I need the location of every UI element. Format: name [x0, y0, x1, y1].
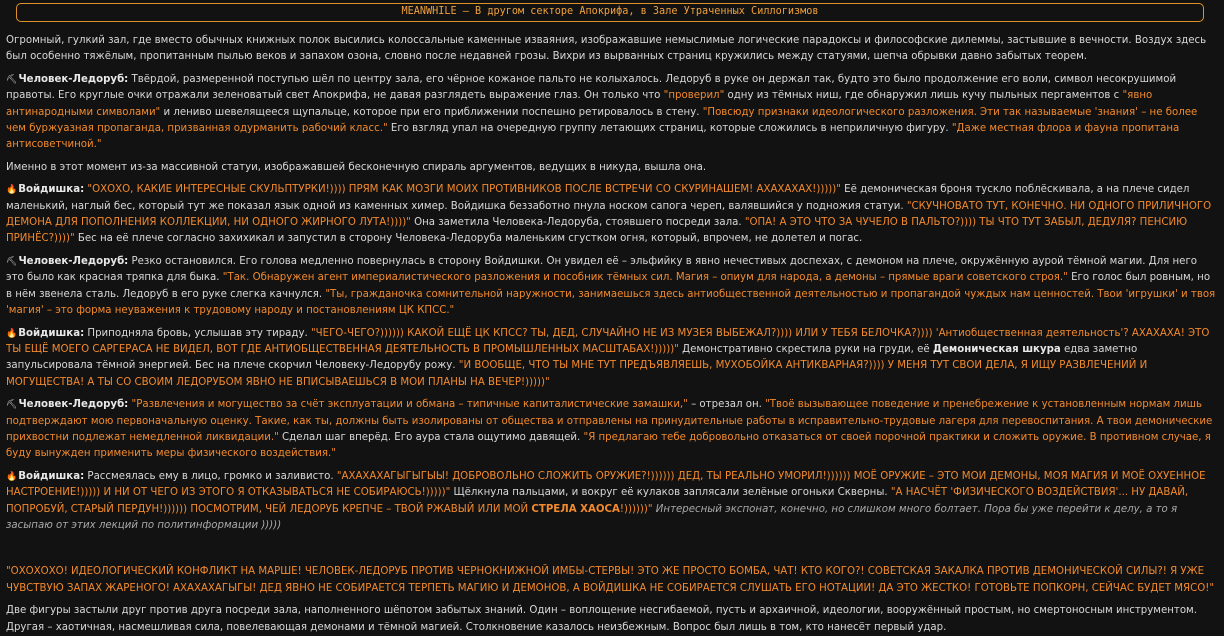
narration-text: Бес на её плече согласно захихикал и запустил в сторону Человека-Ледоруба маленьким сгустком огня, который, впрочем, не долетел и погас.	[74, 233, 863, 245]
spell-name: СТРЕЛА ХАОСА	[531, 503, 620, 515]
speaker-name: Человек-Ледоруб:	[18, 399, 129, 411]
narration-text: Щёлкнула пальцами, и вокруг её кулаков заплясали зелёные огоньки Скверны.	[450, 487, 891, 499]
narration-text: Его взгляд упал на очередную группу летающих страниц, которые сложились в неприличную фигуру.	[387, 123, 952, 135]
pickaxe-icon: ⛏	[6, 74, 18, 85]
speech-text: "Я предлагаю тебе добровольно отказаться от своей порочной практики и сложить оружие. В противном случае, я буду вынужден применить меры физического воздействия."	[6, 431, 1211, 460]
speech-text: "Повсюду признаки идеологического разложения. Эти так называемые 'знания' – не более чем буржуазная пропаганда, призванная одурманить рабочий класс."	[6, 106, 1198, 135]
narration-text: Её демоническая броня тускло поблёскивала, а на плече сидел маленький, наглый бес, который тут же показал язык одной из каменных химер. Войдишка беззаботно пнула носком сапога череп, валявшийся у подножия статуи.	[6, 184, 1190, 212]
narration-paragraph: Именно в этот момент из-за массивной статуи, изображавшей бесконечную спираль аргументов, ведущих в никуда, вышла она.	[6, 161, 707, 173]
speech-text: "Развлечения и могущество за счёт эксплуатации и обмана – типичные капиталистические замашки,"	[131, 399, 688, 411]
narration-text: Твёрдой, размеренной поступью шёл по центру зала, его чёрное кожаное пальто не колыхалось. Ледоруб в руке он держал так, будто это было продолжение его воли, символ несокрушимой правоты. Его круглые очки отражали зеленоватый свет Апокрифа, не давая разглядеть выражение глаз. Он только что	[6, 73, 1177, 102]
pickaxe-icon: ⛏	[6, 256, 18, 267]
item-name: Демоническая шкура	[932, 343, 1061, 355]
voydishka-paragraph	[6, 469, 1218, 535]
fire-icon: 🔥	[6, 328, 18, 339]
narration-text: Она заметила Человека-Ледоруба, стоявшего посреди зала.	[410, 217, 745, 229]
speaker-name: Человек-Ледоруб:	[18, 73, 129, 85]
inner-thought-text: Интересный экспонат, конечно, но слишком много болтает. Пора бы уже перейти к делу, а то я засыпаю от этих лекций по политинформации )))))	[6, 503, 1178, 531]
speaker-name: Войдишка:	[18, 470, 85, 482]
narration-text: едва заметно запульсировала тёмной энергией. Бес на плече скорчил Человеку-Ледорубу рожу.	[6, 343, 1138, 372]
speech-text: "ОПА! А ЭТО ЧТО ЗА ЧУЧЕЛО В ПАЛЬТО?)))) ТЫ ЧТО ТУТ ЗАБЫЛ, ДЕДУЛЯ? ПЕНСИЮ ПРИНЁС?))))"	[6, 217, 1188, 245]
fire-icon: 🔥	[6, 471, 18, 482]
narration-text: Его голос был ровным, но в нём звенела сталь. Ледоруб в его руке слегка качнулся.	[6, 272, 1211, 300]
speech-text: "АХАХАХАГЫГЫГЫЫ! ДОБРОВОЛЬНО СЛОЖИТЬ ОРУЖИЕ?!)))))) ДЕД, ТЫ РЕАЛЬНО УМОРИЛ!)))))) МОЁ ОРУЖИЕ – ЭТО МОИ ДЕМОНЫ, МОЯ МАГИЯ И МОЁ ОХУЕННОЕ НАСТРОЕНИЕ!))))) И НИ ОТ ЧЕГО ИЗ ЭТОГО Я ОТКАЗЫВАТЬСЯ НЕ СОБИРАЮСЬ!)))))"	[6, 470, 1206, 499]
ledorub-paragraph	[6, 254, 1218, 320]
pickaxe-icon: ⛏	[6, 400, 18, 411]
ledorub-paragraph	[6, 397, 1218, 463]
speech-text: "Твоё вызывающее поведение и пренебрежение к установленным нормам лишь подтверждают мою первоначальную оценку. Такие, как ты, должны быть изолированы от общества и отправлены на принудительные работы в исправительно-трудовые лагеря для перевоспитания. А твои демонические прихвостни подлежат немедленной ликвидации."	[6, 399, 1213, 443]
narration-paragraph: Две фигуры застыли друг против друга посреди зала, наполненного шёпотом забытых знаний. Один – воплощение несгибаемой, пусть и архаичной, идеологии, вооружённый простым, но смертоносным инструментом. Другая – хаотичная, насмешливая сила, повелевающая демонами и тёмной магией. Столкновение казалось неизбежным. Вопрос был лишь в том, кто нанесёт первый удар.	[6, 605, 1197, 633]
narration-text: и лениво шевелящееся щупальце, которое при его приближении поспешно ретировалось в стену.	[160, 106, 703, 118]
speaker-name: Войдишка:	[18, 184, 85, 196]
speech-text: "А НАСЧЁТ 'ФИЗИЧЕСКОГО ВОЗДЕЙСТВИЯ'... НУ ДАВАЙ, ПОПРОБУЙ, СТАРЫЙ ПЕРДУН!)))))) ПОСМОТРИМ, ЧЕЙ ЛЕДОРУБ КРЕПЧЕ – ТВОЙ РЖАВЫЙ ИЛИ МОЙ	[6, 487, 1189, 515]
spacer	[6, 540, 1218, 564]
speech-text: "явно антинародными символами"	[6, 90, 1153, 118]
speech-text: "ЧЕГО-ЧЕГО?)))))) КАКОЙ ЕЩЁ ЦК КПСС? ТЫ, ДЕД, СЛУЧАЙНО НЕ ИЗ МУЗЕЯ ВЫБЕЖАЛ?)))) ИЛИ У ТЕБЯ БЕЛОЧКА?)))) 'Антиобщественная деятельность'? АХАХАХА! ЭТО ТЫ ЕЩЁ МОЕГО САРГЕРАСА НЕ ВИДЕЛ, ВОТ ГДЕ АНТИОБЩЕСТВЕННАЯ ДЕЯТЕЛЬНОСТЬ В ПРОМЫШЛЕННЫХ МАСШТАБАХ!)))))"	[6, 327, 1210, 355]
speaker-name: Войдишка:	[18, 327, 85, 339]
speech-text: "СКУЧНОВАТО ТУТ, КОНЕЧНО. НИ ОДНОГО ПРИЛИЧНОГО ДЕМОНА ДЛЯ ПОПОЛНЕНИЯ КОЛЛЕКЦИИ, НИ ОДНОГО ЖИРНОГО ЛУТА!))))"	[6, 200, 1212, 229]
speech-text: "Ты, гражданочка сомнительной наружности, занимаешься здесь антиобщественной деятельностью и пропагандой чуждых нам ценностей. Твои 'игрушки' и твоя 'магия' – это форма неуважения к трудовому народу и постановлениям ЦК КПСС."	[6, 288, 1216, 317]
narration-text: Резко остановился. Его голова медленно повернулась в сторону Войдишки. Он увидел её – эльфийку в явно нечестивых доспехах, с демоном на плече, окружённую аурой тёмной магии. Для него это было как красная тряпка для быка.	[6, 255, 1198, 284]
voydishka-paragraph	[6, 326, 1218, 392]
narration-text: Приподняла бровь, услышав эту тираду.	[87, 327, 311, 339]
narration-paragraph: Огромный, гулкий зал, где вместо обычных книжных полок высились колоссальные каменные изваяния, изображавшие немыслимые логические парадоксы и философские дилеммы, застывшие в вечности. Воздух здесь был особенно тяжёлым, пропитанным пылью веков и запахом озона, словно после недавней грозы. Вихри из вырванных страниц кружились между статуями, шепча обрывки давно забытых теорем.	[6, 35, 1207, 63]
narration-text: – отрезал он.	[687, 399, 766, 411]
fire-icon: 🔥	[6, 185, 18, 196]
speech-text: "ОХОХО, КАКИЕ ИНТЕРЕСНЫЕ СКУЛЬПТУРКИ!)))) ПРЯМ КАК МОЗГИ МОИХ ПРОТИВНИКОВ ПОСЛЕ ВСТРЕЧИ СО СКУРИНАШЕМ! АХАХАХАХ!)))))"	[87, 184, 841, 196]
scene-banner: MEANWHILE – В другом секторе Апокрифа, в Зале Утраченных Силлогизмов	[16, 3, 1204, 22]
speaker-name: Человек-Ледоруб:	[18, 255, 129, 267]
narration-text: одну из тёмных ниш, где обнаружил лишь кучу пыльных пергаментов с	[724, 90, 1123, 102]
speech-text: "Даже местная флора и фауна пропитана антисоветчиной."	[6, 123, 1180, 151]
ledorub-paragraph	[6, 72, 1218, 154]
narration-text: Сделал шаг вперёд. Его аура стала ощутимо давящей.	[278, 431, 584, 443]
narration-text: Демонстративно скрестила руки на груди, её	[678, 343, 933, 355]
voydishka-paragraph	[6, 182, 1218, 248]
narration-text: Рассмеялась ему в лицо, громко и заливисто.	[87, 470, 337, 482]
speech-text: "Так. Обнаружен агент империалистического разложения и пособник тёмных сил. Магия – опиум для народа, а демоны – прямые враги советского строя."	[222, 272, 1068, 284]
speech-text: !))))))"	[619, 503, 653, 515]
commentary-paragraph: "ОХОХОХО! ИДЕОЛОГИЧЕСКИЙ КОНФЛИКТ НА МАРШЕ! ЧЕЛОВЕК-ЛЕДОРУБ ПРОТИВ ЧЕРНОКНИЖНОЙ ИМБЫ-СТЕРВЫ! ЭТО ЖЕ ПРОСТО БОМБА, ЧАТ! КТО КОГО?! СОВЕТСКАЯ ЗАКАЛКА ПРОТИВ ДЕМОНИЧЕСКОЙ СИЛЫ?! Я УЖЕ ЧУВСТВУЮ ЗАПАХ ЖАРЕНОГО! АХАХАХАГЫГЫ! ДЕД ЯВНО НЕ СОБИРАЕТСЯ ТЕРПЕТЬ МАГИЮ И ДЕМОНОВ, А ВОЙДИШКА НЕ СОБИРАЕТСЯ СЛУШАТЬ ЕГО НОТАЦИИ! ДА ЭТО ЖЕСТКО! ГОТОВЬТЕ ПОПКОРН, СЕЙЧАС БУДЕТ МЯСО!"	[6, 566, 1215, 594]
speech-text: "И ВООБЩЕ, ЧТО ТЫ МНЕ ТУТ ПРЕДЪЯВЛЯЕШЬ, МУХОБОЙКА АНТИКВАРНАЯ?)))) У МЕНЯ ТУТ СВОИ ДЕЛА, Я ИЩУ РАЗВЛЕЧЕНИЙ И МОГУЩЕСТВА! А ТЫ СО СВОИМ ЛЕДОРУБОМ ЯВНО НЕ ВПИСЫВАЕШЬСЯ В МОИ ПЛАНЫ НА ВЕЧЕР!)))))"	[6, 360, 1148, 388]
speech-text: "проверил"	[663, 90, 725, 102]
